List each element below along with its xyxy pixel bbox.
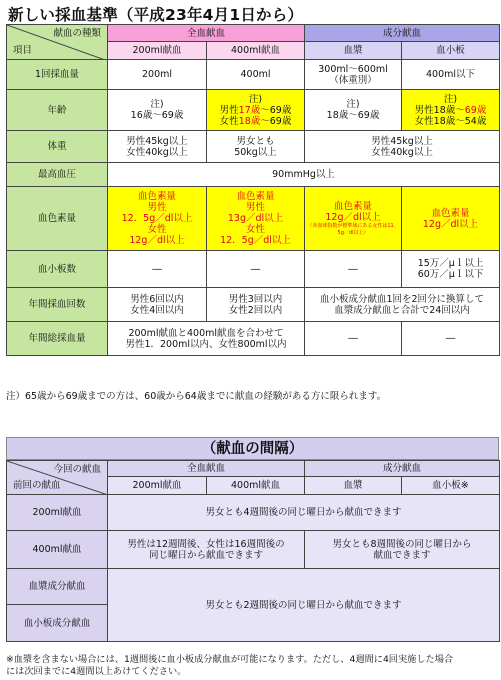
cell-volume-plasma: 300ml～600ml （体重別）: [305, 60, 402, 90]
cell-bp: 90mmHg以上: [108, 163, 500, 187]
cell-weight-400: 男女とも 50kg以上: [207, 131, 305, 163]
cell-weight-component: 男性45kg以上 女性40kg以上: [305, 131, 500, 163]
col-200ml: 200ml献血: [108, 477, 207, 495]
row-label-annual-total: 年間総採血量: [7, 322, 108, 356]
row-label-hb: 血色素量: [7, 187, 108, 251]
row-label-platelet: 血小板成分献血: [7, 605, 108, 642]
cell-total-platelet: ―: [402, 322, 500, 356]
row-label-age: 年齢: [7, 90, 108, 131]
row-label-volume: 1回採血量: [7, 60, 108, 90]
cell-age-plasma: 注) 18歳～69歳: [305, 90, 402, 131]
row-label-annual-count: 年間採血回数: [7, 288, 108, 322]
row-label-weight: 体重: [7, 131, 108, 163]
row-label-plasma: 血漿成分献血: [7, 569, 108, 605]
cell-interval-400ml-whole: 男性は12週間後、女性は16週間後の 同じ曜日から献血できます: [108, 531, 305, 569]
cell-interval-200ml: 男女とも4週間後の同じ曜日から献血できます: [108, 495, 500, 531]
group-component: 成分献血: [305, 461, 500, 477]
page-title: 新しい採血基準（平成23年4月1日から）: [8, 6, 304, 24]
corner-header: [7, 25, 108, 60]
cell-count-400: 男性3回以内 女性2回以内: [207, 288, 305, 322]
collection-criteria-table: [6, 24, 500, 356]
group-whole-blood: 全血献血: [108, 25, 305, 42]
group-component: 成分献血: [305, 25, 500, 42]
col-200ml: 200ml献血: [108, 42, 207, 60]
col-plasma: 血漿: [305, 42, 402, 60]
interval-corner-header: [7, 461, 108, 495]
cell-hb-plasma: 血色素量 12g／dl以上 （赤血球指数が標準域にある女性は11．5g／dl以上）: [305, 187, 402, 251]
cell-plt-200: ―: [108, 251, 207, 288]
cell-weight-200: 男性45kg以上 女性40kg以上: [108, 131, 207, 163]
cell-age-400: 注) 男性17歳～69歳 女性18歳～69歳: [207, 90, 305, 131]
col-400ml: 400ml献血: [207, 42, 305, 60]
corner-top-label: 今回の献血: [53, 464, 101, 475]
cell-volume-200: 200ml: [108, 60, 207, 90]
cell-count-200: 男性6回以内 女性4回以内: [108, 288, 207, 322]
cell-hb-400: 血色素量 男性 13g／dl以上 女性 12．5g／dl以上: [207, 187, 305, 251]
col-platelet: 血小板※: [402, 477, 500, 495]
cell-total-plasma: ―: [305, 322, 402, 356]
cell-interval-component: 男女とも2週間後の同じ曜日から献血できます: [108, 569, 500, 642]
col-plasma: 血漿: [305, 477, 402, 495]
col-400ml: 400ml献血: [207, 477, 305, 495]
row-label-plt: 血小板数: [7, 251, 108, 288]
corner-bottom-label: 項目: [13, 45, 33, 56]
footnote-platelet: ※血漿を含まない場合には、1週間後に血小板成分献血が可能になります。ただし、4週間に4回実施した場合 には次回までに4週間以上あけてください。: [6, 654, 454, 677]
cell-plt-plasma: ―: [305, 251, 402, 288]
cell-age-platelet: 注) 男性18歳～69歳 女性18歳～54歳: [402, 90, 500, 131]
cell-hb-200: 血色素量 男性 12．5g／dl以上 女性 12g／dl以上: [108, 187, 207, 251]
corner-top-label: 献血の種類: [53, 28, 101, 39]
cell-total-whole: 200ml献血と400ml献血を合わせて 男性1．200ml以内、女性800ml以内: [108, 322, 305, 356]
col-platelet: 血小板: [402, 42, 500, 60]
cell-plt-platelet: 15万／μｌ以上 60万／μｌ以下: [402, 251, 500, 288]
cell-interval-400ml-component: 男女とも8週間後の同じ曜日から 献血できます: [305, 531, 500, 569]
section-title-interval: （献血の間隔）: [6, 437, 499, 460]
row-label-bp: 最高血圧: [7, 163, 108, 187]
row-label-200ml: 200ml献血: [7, 495, 108, 531]
footnote-age: 注）65歳から69歳までの方は、60歳から64歳までに献血の経験がある方に限られます。: [6, 391, 387, 402]
interval-table: [6, 460, 500, 642]
cell-count-component: 血小板成分献血1回を2回分に換算して 血漿成分献血と合計で24回以内: [305, 288, 500, 322]
corner-bottom-label: 前回の献血: [13, 480, 61, 491]
cell-age-200: 注) 16歳～69歳: [108, 90, 207, 131]
cell-hb-platelet: 血色素量 12g／dl以上: [402, 187, 500, 251]
cell-plt-400: ―: [207, 251, 305, 288]
group-whole-blood: 全血献血: [108, 461, 305, 477]
cell-volume-400: 400ml: [207, 60, 305, 90]
cell-volume-platelet: 400ml以下: [402, 60, 500, 90]
row-label-400ml: 400ml献血: [7, 531, 108, 569]
